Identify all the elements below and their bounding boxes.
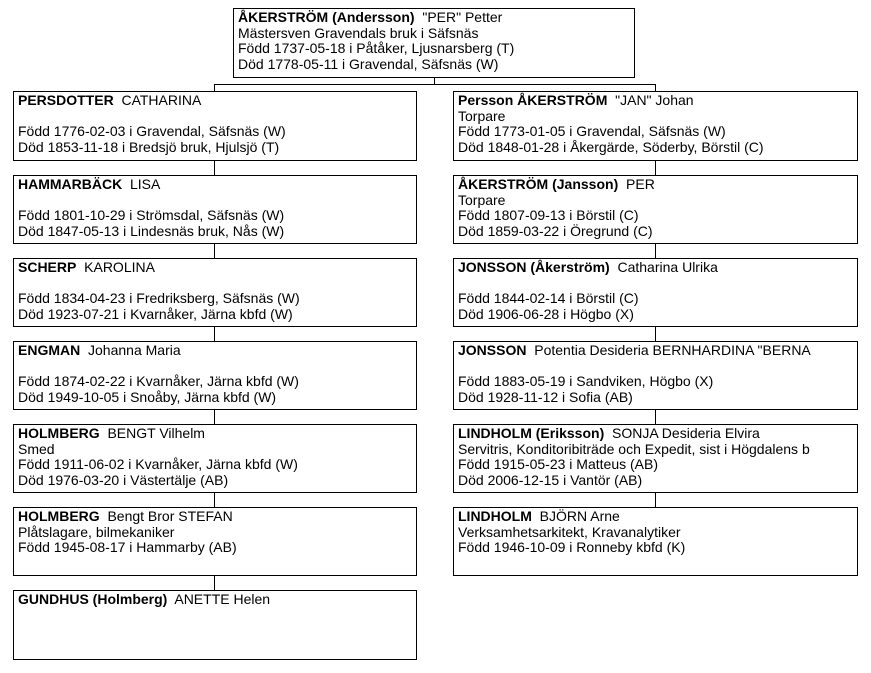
person-box-right-3 (453, 258, 858, 327)
person-detail: Död 1928-11-12 i Sofia (AB) (458, 388, 633, 405)
connector-right-2 (655, 243, 656, 258)
person-name (458, 343, 853, 359)
person-given-name: "JAN" Johan (615, 92, 694, 108)
person-detail: Död 1976-03-20 i Västertälje (AB) (18, 471, 229, 488)
connector-top-down (434, 77, 435, 84)
person-given-name: BJÖRN Arne (539, 508, 620, 524)
person-detail: Död 1859-03-22 i Öregrund (C) (458, 222, 653, 239)
person-detail: Född 1844-02-14 i Börstil (C) (458, 290, 639, 306)
person-name (458, 93, 853, 109)
person-box-left-4 (13, 341, 417, 410)
person-detail: Mästersven Gravendals bruk i Säfsnäs (238, 24, 479, 41)
person-name (18, 592, 412, 608)
connector-right-3 (655, 326, 656, 341)
person-given-name: CATHARINA (121, 92, 202, 108)
connector-left-drop (214, 84, 215, 91)
person-detail: Född 1834-04-23 i Fredriksberg, Säfsnäs (W) (18, 290, 300, 306)
person-box-right-6 (453, 507, 858, 576)
connector-left-3 (214, 326, 215, 341)
person-detail: Född 1737-05-18 i Påtåker, Ljusnarsberg (T) (238, 40, 515, 56)
person-detail: Född 1911-06-02 i Kvarnåker, Järna kbfd (W) (18, 456, 298, 472)
person-given-name: ANETTE Helen (174, 591, 271, 607)
person-surname: ÅKERSTRÖM (Jansson) (458, 176, 619, 192)
person-detail: Död 1847-05-13 i Lindesnäs bruk, Nås (W) (18, 222, 285, 239)
person-given-name: "PER" Petter (422, 9, 503, 25)
person-box-left-1 (13, 91, 417, 161)
connector-left-4 (214, 409, 215, 424)
person-given-name: Catharina Ulrika (617, 259, 718, 275)
person-detail (18, 193, 412, 209)
person-detail: Född 1883-05-19 i Sandviken, Högbo (X) (458, 373, 714, 389)
person-detail: Död 1848-01-28 i Åkergärde, Söderby, Börstil (C) (458, 138, 764, 155)
person-box-right-2 (453, 175, 858, 244)
person-detail: Född 1807-09-13 i Börstil (C) (458, 207, 639, 223)
person-detail: Född 1801-10-29 i Strömsdal, Säfsnäs (W) (18, 207, 285, 223)
person-surname: GUNDHUS (Holmberg) (18, 591, 168, 607)
person-detail: Torpare (458, 107, 506, 124)
person-name (458, 260, 853, 276)
person-name (18, 426, 412, 442)
person-given-name: BENGT Vilhelm (107, 425, 205, 441)
person-name (18, 509, 412, 525)
person-surname: HOLMBERG (18, 425, 100, 441)
person-detail (458, 276, 853, 292)
connector-right-1 (655, 160, 656, 175)
person-detail (458, 359, 853, 375)
person-detail: Plåtslagare, bilmekaniker (18, 523, 175, 540)
person-detail: Född 1773-01-05 i Gravendal, Säfsnäs (W) (458, 123, 726, 139)
person-surname: JONSSON (Åkerström) (458, 259, 610, 275)
person-surname: HOLMBERG (18, 508, 100, 524)
connector-top-horizontal (214, 84, 655, 85)
person-box-right-5 (453, 424, 858, 493)
person-detail (18, 276, 412, 292)
person-detail: Död 2006-12-15 i Vantör (AB) (458, 471, 643, 488)
connector-left-6 (214, 575, 215, 590)
person-box-left-2 (13, 175, 417, 244)
person-given-name: KAROLINA (84, 259, 155, 275)
person-given-name: LISA (130, 176, 161, 192)
person-given-name: Bengt Bror STEFAN (107, 508, 233, 524)
person-detail: Född 1776-02-03 i Gravendal, Säfsnäs (W) (18, 123, 286, 139)
connector-left-2 (214, 243, 215, 258)
person-name (18, 177, 412, 193)
person-box-right-4 (453, 341, 858, 410)
connector-right-4 (655, 409, 656, 424)
person-given-name: Potentia Desideria BERNHARDINA "BERNA (534, 342, 811, 358)
person-surname: HAMMARBÄCK (18, 176, 123, 192)
person-box-left-3 (13, 258, 417, 327)
person-surname: ENGMAN (18, 342, 81, 358)
person-detail: Död 1949-10-05 i Snoåby, Järna kbfd (W) (18, 388, 277, 405)
person-detail: Född 1915-05-23 i Matteus (AB) (458, 456, 658, 472)
person-box-left-5 (13, 424, 417, 493)
person-detail: Född 1946-10-09 i Ronneby kbfd (K) (458, 539, 686, 555)
person-detail (18, 359, 412, 375)
connector-left-1 (214, 160, 215, 175)
person-name (238, 10, 630, 26)
person-detail (18, 109, 412, 125)
person-name (458, 177, 853, 193)
person-detail: Född 1945-08-17 i Hammarby (AB) (18, 539, 237, 555)
person-detail: Född 1874-02-22 i Kvarnåker, Järna kbfd (W) (18, 373, 299, 389)
person-detail: Torpare (458, 191, 506, 208)
person-detail: Smed (18, 440, 55, 457)
person-surname: SCHERP (18, 259, 77, 275)
person-box-left-7 (13, 590, 417, 660)
person-given-name: Johanna Maria (88, 342, 181, 358)
person-name (458, 509, 853, 525)
person-name (458, 426, 853, 442)
connector-right-5 (655, 492, 656, 507)
person-surname: ÅKERSTRÖM (Andersson) (238, 9, 415, 25)
person-detail: Död 1906-06-28 i Högbo (X) (458, 305, 634, 322)
person-given-name: SONJA Desideria Elvira (612, 425, 760, 441)
person-surname: Persson ÅKERSTRÖM (458, 92, 608, 108)
person-surname: LINDHOLM (458, 508, 532, 524)
person-box-top (233, 8, 635, 78)
person-detail: Död 1853-11-18 i Bredsjö bruk, Hjulsjö (T) (18, 138, 280, 155)
person-name (18, 93, 412, 109)
person-name (18, 260, 412, 276)
connector-right-drop (655, 84, 656, 91)
person-surname: PERSDOTTER (18, 92, 114, 108)
person-detail: Död 1923-07-21 i Kvarnåker, Järna kbfd (W) (18, 305, 293, 322)
person-detail: Död 1778-05-11 i Gravendal, Säfsnäs (W) (238, 55, 499, 72)
person-detail: Verksamhetsarkitekt, Kravanalytiker (458, 523, 681, 540)
person-name (18, 343, 412, 359)
person-box-left-6 (13, 507, 417, 576)
person-given-name: PER (626, 176, 655, 192)
person-surname: LINDHOLM (Eriksson) (458, 425, 605, 441)
person-surname: JONSSON (458, 342, 527, 358)
person-box-right-1 (453, 91, 858, 161)
person-detail: Servitris, Konditoribiträde och Expedit, sist i Högdalens b (458, 440, 810, 457)
connector-left-5 (214, 492, 215, 507)
